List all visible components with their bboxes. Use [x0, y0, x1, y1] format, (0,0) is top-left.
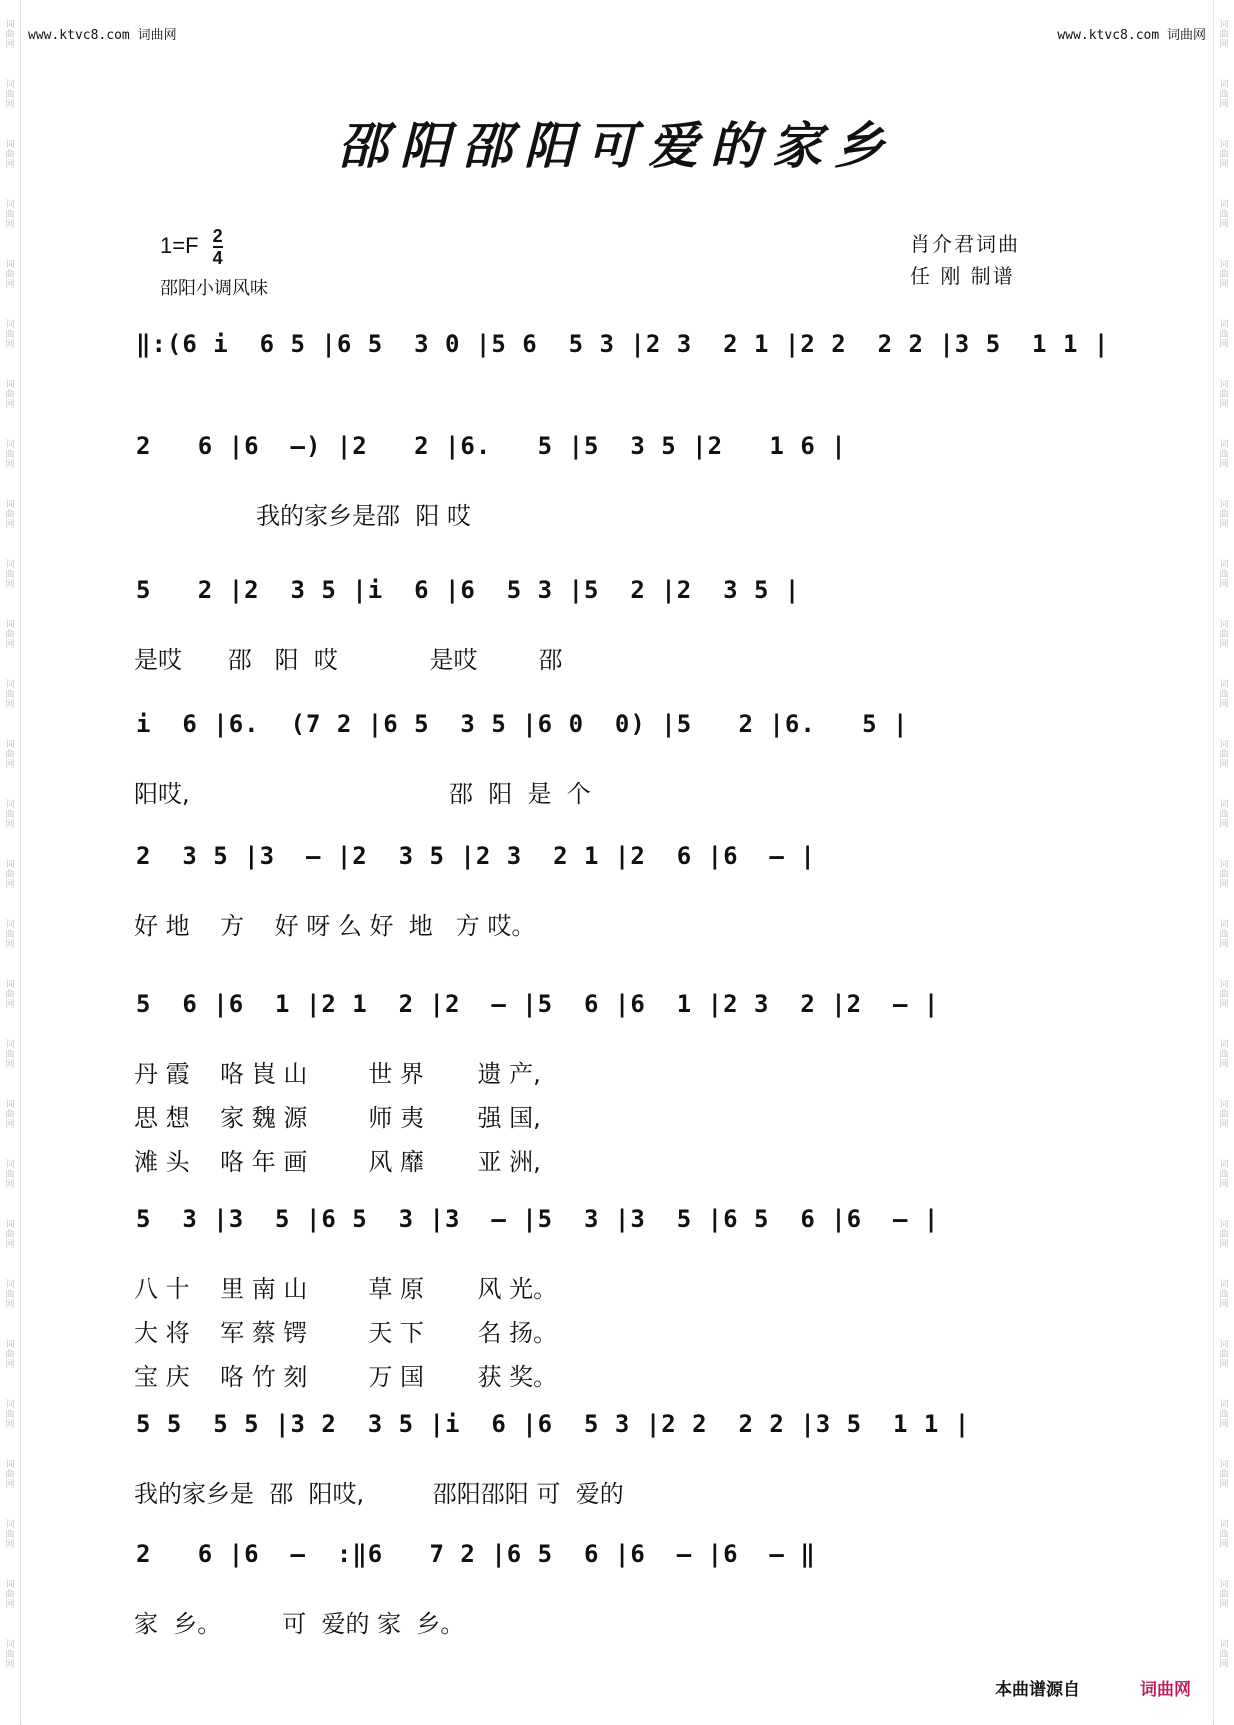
watermark-mark: 词曲网 — [1219, 1160, 1229, 1190]
key-signature — [160, 226, 223, 268]
right-watermark-strip — [1213, 0, 1234, 1725]
site-tag-right: www.ktvc8.com 词曲网 — [1057, 28, 1206, 43]
watermark-mark: 词曲网 — [5, 1520, 15, 1550]
lyric-line: 我的家乡是 邵 阳哎, 邵阳邵阳 可 爱的 — [134, 1480, 624, 1508]
watermark-mark: 词曲网 — [1219, 1580, 1229, 1610]
staff-row: 2 3 5 |3 – |2 3 5 |2 3 2 1 |2 6 |6 – | — [136, 842, 816, 870]
watermark-mark: 词曲网 — [5, 680, 15, 710]
watermark-mark: 词曲网 — [5, 1040, 15, 1070]
watermark-mark: 词曲网 — [5, 1220, 15, 1250]
watermark-mark: 词曲网 — [1219, 1100, 1229, 1130]
watermark-mark: 词曲网 — [5, 860, 15, 890]
style-note: 邵阳小调风味 — [160, 278, 268, 299]
watermark-mark: 词曲网 — [1219, 1640, 1229, 1670]
watermark-mark: 词曲网 — [5, 200, 15, 230]
song-title: 邵阳邵阳可爱的家乡 — [338, 116, 896, 175]
lyric-line: 滩 头 咯 年 画 风 靡 亚 洲, — [134, 1148, 541, 1176]
key-label: 1=F — [160, 232, 199, 258]
lyric-line: 家 乡。 可 爱的 家 乡。 — [134, 1610, 465, 1638]
watermark-mark: 词曲网 — [1219, 620, 1229, 650]
watermark-mark: 词曲网 — [5, 740, 15, 770]
watermark-mark: 词曲网 — [5, 1280, 15, 1310]
staff-row: 2 6 |6 – :‖6 7 2 |6 5 6 |6 – |6 – ‖ — [136, 1540, 816, 1568]
watermark-mark: 词曲网 — [5, 1340, 15, 1370]
watermark-mark: 词曲网 — [5, 260, 15, 290]
staff-row: 5 3 |3 5 |6 5 3 |3 – |5 3 |3 5 |6 5 6 |6 – | — [136, 1205, 940, 1233]
lyric-line: 八 十 里 南 山 草 原 风 光。 — [134, 1275, 558, 1303]
watermark-mark: 词曲网 — [1219, 1280, 1229, 1310]
watermark-mark: 词曲网 — [1219, 980, 1229, 1010]
watermark-mark: 词曲网 — [5, 1160, 15, 1190]
watermark-mark: 词曲网 — [1219, 260, 1229, 290]
watermark-mark: 词曲网 — [5, 1100, 15, 1130]
watermark-mark: 词曲网 — [1219, 680, 1229, 710]
watermark-mark: 词曲网 — [5, 1400, 15, 1430]
credit-arranger: 任 刚 制谱 — [910, 264, 1015, 288]
lyric-line: 丹 霞 咯 崀 山 世 界 遗 产, — [134, 1060, 541, 1088]
watermark-mark: 词曲网 — [5, 80, 15, 110]
watermark-mark: 词曲网 — [1219, 560, 1229, 590]
staff-row: 2 6 |6 –) |2 2 |6. 5 |5 3 5 |2 1 6 | — [136, 432, 847, 460]
watermark-mark: 词曲网 — [1219, 140, 1229, 170]
lyric-line: 阳哎, 邵 阳 是 个 — [134, 780, 591, 808]
watermark-mark: 词曲网 — [5, 320, 15, 350]
watermark-mark: 词曲网 — [5, 980, 15, 1010]
watermark-mark: 词曲网 — [5, 380, 15, 410]
time-signature — [213, 226, 223, 268]
staff-row: i 6 |6. (7 2 |6 5 3 5 |6 0 0) |5 2 |6. 5 | — [136, 710, 909, 738]
watermark-mark: 词曲网 — [1219, 1220, 1229, 1250]
watermark-mark: 词曲网 — [1219, 740, 1229, 770]
lyric-line: 是哎 邵 阳 哎 是哎 邵 — [134, 646, 563, 674]
watermark-mark: 词曲网 — [1219, 20, 1229, 50]
watermark-mark: 词曲网 — [1219, 920, 1229, 950]
watermark-mark: 词曲网 — [1219, 80, 1229, 110]
watermark-mark: 词曲网 — [5, 20, 15, 50]
staff-row: 5 6 |6 1 |2 1 2 |2 – |5 6 |6 1 |2 3 2 |2 – | — [136, 990, 940, 1018]
lyric-line: 宝 庆 咯 竹 刻 万 国 获 奖。 — [134, 1363, 558, 1391]
time-numerator: 2 — [212, 226, 223, 246]
staff-row: ‖:(6 i 6 5 |6 5 3 0 |5 6 5 3 |2 3 2 1 |2 2 2 2 |3 5 1 1 | — [136, 330, 1110, 358]
staff-row: 5 5 5 5 |3 2 3 5 |i 6 |6 5 3 |2 2 2 2 |3 5 1 1 | — [136, 1410, 971, 1438]
watermark-mark: 词曲网 — [1219, 1460, 1229, 1490]
lyric-line: 思 想 家 魏 源 师 夷 强 国, — [134, 1104, 541, 1132]
watermark-mark: 词曲网 — [5, 1580, 15, 1610]
watermark-mark: 词曲网 — [1219, 1040, 1229, 1070]
watermark-mark: 词曲网 — [5, 560, 15, 590]
watermark-mark: 词曲网 — [1219, 1340, 1229, 1370]
watermark-mark: 词曲网 — [1219, 500, 1229, 530]
footer-label: 本曲谱源自 — [995, 1680, 1080, 1700]
watermark-mark: 词曲网 — [5, 800, 15, 830]
watermark-mark: 词曲网 — [1219, 800, 1229, 830]
left-watermark-strip — [0, 0, 21, 1725]
watermark-mark: 词曲网 — [5, 500, 15, 530]
staff-row: 5 2 |2 3 5 |i 6 |6 5 3 |5 2 |2 3 5 | — [136, 576, 801, 604]
watermark-mark: 词曲网 — [5, 1640, 15, 1670]
lyric-line: 大 将 军 蔡 锷 天 下 名 扬。 — [134, 1319, 558, 1347]
watermark-mark: 词曲网 — [1219, 1520, 1229, 1550]
watermark-mark: 词曲网 — [1219, 440, 1229, 470]
footer-brand: 词曲网 — [1140, 1680, 1191, 1700]
watermark-mark: 词曲网 — [1219, 200, 1229, 230]
time-denominator: 4 — [212, 248, 223, 268]
watermark-mark: 词曲网 — [1219, 320, 1229, 350]
watermark-mark: 词曲网 — [1219, 860, 1229, 890]
watermark-mark: 词曲网 — [1219, 1400, 1229, 1430]
site-tag-left: www.ktvc8.com 词曲网 — [28, 28, 177, 43]
watermark-mark: 词曲网 — [5, 620, 15, 650]
lyric-line: 我的家乡是邵 阳 哎 — [134, 502, 471, 530]
watermark-mark: 词曲网 — [1219, 380, 1229, 410]
watermark-mark: 词曲网 — [5, 920, 15, 950]
watermark-mark: 词曲网 — [5, 440, 15, 470]
credit-lyricist-composer: 肖介君词曲 — [910, 232, 1020, 256]
watermark-mark: 词曲网 — [5, 140, 15, 170]
lyric-line: 好 地 方 好 呀 么 好 地 方 哎。 — [134, 912, 536, 940]
watermark-mark: 词曲网 — [5, 1460, 15, 1490]
